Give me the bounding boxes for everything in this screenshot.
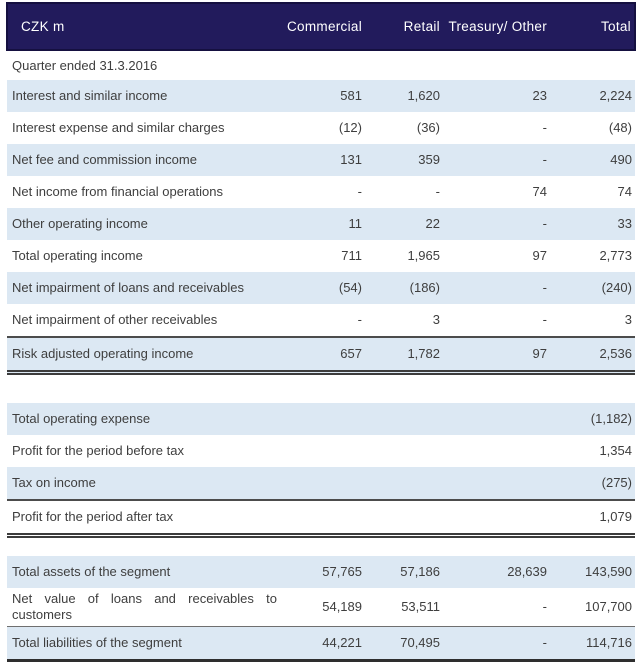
cell-total: 2,224 [550,80,635,112]
row-label: Net impairment of loans and receivables [7,272,287,304]
cell-commercial: 11 [287,208,365,240]
segment-report-table [6,2,636,662]
table-row [7,272,635,304]
cell-commercial: (12) [338,120,362,135]
row-label: Interest and similar income [7,80,287,112]
cell-commercial [287,500,365,536]
row-label: Risk adjusted operating income [7,337,287,373]
cell-commercial: (54) [287,272,365,304]
unit-label: CZK m [7,3,287,50]
cell-treasury-other: - [542,312,547,327]
cell-total: 114,716 [550,627,635,661]
spacer-cell [7,536,635,557]
cell-treasury-other [443,467,550,500]
cell-total: 2,536 [550,337,635,373]
cell-treasury-other [443,500,550,536]
table-row [7,80,635,112]
table-row [7,304,635,337]
table-row [7,627,635,661]
table-header-row [7,3,635,50]
cell-retail: 1,782 [365,337,443,373]
cell-treasury-other [443,435,550,467]
column-header-treasury-other: Treasury/ Other [443,3,550,50]
cell-commercial: 657 [287,337,365,373]
row-label: Net income from financial operations [12,184,223,199]
cell-treasury-other: 97 [443,337,550,373]
cell-commercial [287,435,365,467]
cell-total: 33 [550,208,635,240]
cell-total: 107,700 [585,599,632,614]
cell-treasury-other: 28,639 [443,556,550,588]
cell-total: (1,182) [550,403,635,435]
row-label: Net impairment of other receivables [12,312,218,327]
row-label: Net fee and commission income [7,144,287,176]
table-row [7,467,635,500]
cell-commercial: - [357,312,362,327]
cell-commercial [287,467,365,500]
section-spacer [7,373,635,404]
column-header-commercial: Commercial [287,3,365,50]
cell-treasury-other: - [443,272,550,304]
cell-treasury-other: - [443,208,550,240]
table-row [7,588,635,627]
cell-total: 490 [550,144,635,176]
row-label: Interest expense and similar charges [12,120,225,135]
table-row [7,112,635,144]
cell-total: 74 [617,184,632,199]
table-row [7,144,635,176]
cell-total: (275) [550,467,635,500]
cell-treasury-other: - [542,599,547,614]
table-row [7,556,635,588]
cell-treasury-other: - [542,120,547,135]
cell-total: (240) [550,272,635,304]
table-row [7,240,635,272]
cell-retail: 70,495 [365,627,443,661]
cell-commercial: 54,189 [322,599,362,614]
table-row [7,435,635,467]
section-title-row [7,50,635,80]
cell-treasury-other [443,403,550,435]
row-label: Tax on income [7,467,287,500]
cell-retail: (36) [416,120,440,135]
cell-retail [365,500,443,536]
cell-total: 143,590 [550,556,635,588]
row-label: Net value of loans and receivables to customers [12,591,277,622]
cell-total: 1,079 [550,500,635,536]
row-label: Profit for the period after tax [7,500,287,536]
row-label: Other operating income [7,208,287,240]
row-label: Total liabilities of the segment [7,627,287,661]
cell-treasury-other: 23 [443,80,550,112]
cell-treasury-other: 97 [532,248,547,263]
table-row [7,208,635,240]
cell-total: 2,773 [599,248,632,263]
cell-total: (48) [608,120,632,135]
cell-total: 1,354 [599,443,632,458]
row-label: Total operating expense [7,403,287,435]
cell-commercial: 581 [287,80,365,112]
table-row [7,403,635,435]
column-header-retail: Retail [365,3,443,50]
table-row [7,337,635,373]
cell-retail [365,467,443,500]
cell-retail: - [435,184,440,199]
section-spacer [7,536,635,557]
spacer-cell [7,373,635,404]
cell-retail: 3 [432,312,440,327]
cell-retail: 1,965 [407,248,440,263]
cell-commercial: 711 [341,248,362,263]
cell-retail: 22 [365,208,443,240]
row-label: Profit for the period before tax [12,443,184,458]
cell-retail: 1,620 [365,80,443,112]
row-label: Total assets of the segment [7,556,287,588]
table-row [7,500,635,536]
cell-commercial: 131 [287,144,365,176]
cell-total: 3 [624,312,632,327]
cell-retail: (186) [365,272,443,304]
section-title: Quarter ended 31.3.2016 [7,50,635,80]
column-header-total: Total [550,3,635,50]
cell-commercial [287,403,365,435]
cell-commercial: 57,765 [287,556,365,588]
row-label: Total operating income [12,248,143,263]
table-body [7,50,635,661]
cell-treasury-other: - [443,627,550,661]
cell-retail: 359 [365,144,443,176]
table-header [7,3,635,50]
cell-retail: 53,511 [401,599,440,614]
cell-retail [365,435,443,467]
cell-commercial: 44,221 [287,627,365,661]
cell-treasury-other: - [443,144,550,176]
cell-treasury-other: 74 [532,184,547,199]
cell-retail: 57,186 [365,556,443,588]
table-row [7,176,635,208]
cell-commercial: - [357,184,362,199]
cell-retail [365,403,443,435]
